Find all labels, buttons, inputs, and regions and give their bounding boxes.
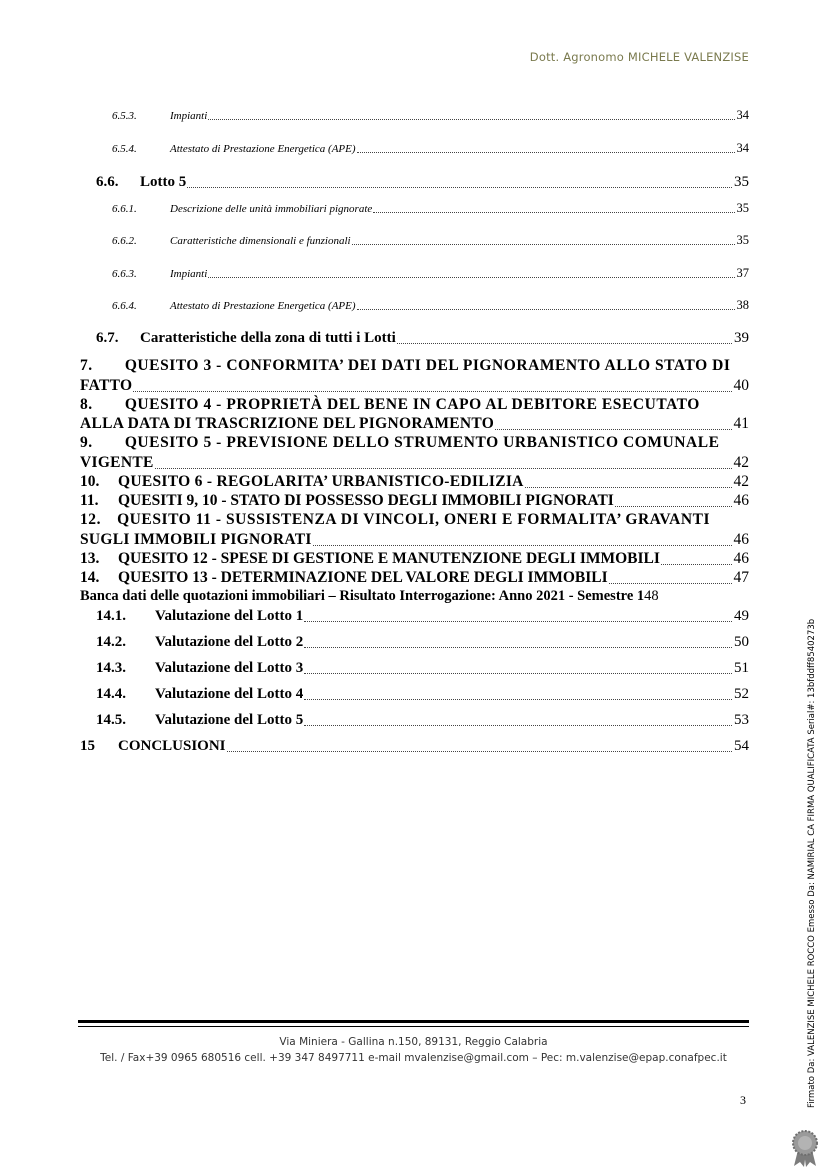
toc-title: Valutazione del Lotto 1 xyxy=(155,608,304,624)
dot-leader xyxy=(304,673,732,674)
toc-entry-9-line2 xyxy=(80,454,749,472)
toc-entry-banca-dati[interactable] xyxy=(80,588,749,605)
toc-number: 14.5. xyxy=(96,712,126,728)
toc-entry-6-7[interactable] xyxy=(96,330,749,347)
toc-title-line2: SUGLI IMMOBILI PIGNORATI xyxy=(80,531,312,548)
dot-leader xyxy=(187,187,732,188)
toc-title-line2: FATTO xyxy=(80,377,133,394)
toc-number: 6.6.4. xyxy=(112,300,137,312)
footer-address: Via Miniera - Gallina n.150, 89131, Reggio Calabria xyxy=(279,1036,548,1048)
toc-number: 6.6. xyxy=(96,174,119,190)
dot-leader xyxy=(155,468,732,469)
dot-leader xyxy=(357,309,735,310)
toc-entry-14[interactable] xyxy=(80,569,749,587)
toc-entry-14-2[interactable] xyxy=(96,634,749,651)
toc-page: 34 xyxy=(736,141,749,155)
toc-entry-12-line2 xyxy=(80,531,749,549)
toc-title: Valutazione del Lotto 2 xyxy=(155,634,304,650)
toc-page: 46 xyxy=(733,492,749,509)
seal-icon xyxy=(788,1128,822,1168)
dot-leader xyxy=(304,699,732,700)
dot-leader xyxy=(208,119,734,120)
toc-title: CONCLUSIONI xyxy=(118,738,226,754)
toc-entry-6-5-4[interactable] xyxy=(112,141,749,156)
toc-title: Attestato di Prestazione Energetica (APE) xyxy=(170,300,356,312)
toc-number: 14.2. xyxy=(96,634,126,650)
footer-divider-thin xyxy=(78,1026,749,1027)
toc-page: 34 xyxy=(736,108,749,122)
toc-number: 11. xyxy=(80,492,99,509)
toc-number: 6.5.3. xyxy=(112,110,137,122)
page-header: Dott. Agronomo MICHELE VALENZISE xyxy=(529,50,749,64)
dot-leader xyxy=(304,621,732,622)
toc-entry-6-6[interactable] xyxy=(96,174,749,191)
toc-title: Caratteristiche della zona di tutti i Lotti xyxy=(140,330,396,346)
dot-leader xyxy=(525,487,732,488)
toc-title-line1: 7. QUESITO 3 - CONFORMITA’ DEI DATI DEL PIGNORAMENTO ALLO STATO DI xyxy=(80,357,731,374)
footer-contacts: Tel. / Fax+39 0965 680516 cell. +39 347 8497711 e-mail mvalenzise@gmail.com – Pec: m.valenzise@epap.conafpec.it xyxy=(100,1052,727,1064)
toc-number: 10. xyxy=(80,473,100,490)
footer-divider-thick xyxy=(78,1020,749,1023)
toc-title: Caratteristiche dimensionali e funzionali xyxy=(170,235,351,247)
toc-number: 15 xyxy=(80,738,95,754)
toc-page: 46 xyxy=(733,550,749,567)
toc-page: 52 xyxy=(734,686,749,702)
toc-entry-14-5[interactable] xyxy=(96,712,749,729)
toc-number: 6.5.4. xyxy=(112,143,137,155)
toc-page: 39 xyxy=(734,330,749,346)
toc-entry-7-line2 xyxy=(80,377,749,395)
toc-title: Valutazione del Lotto 4 xyxy=(155,686,304,702)
toc-title: Impianti xyxy=(170,110,208,122)
toc-title: QUESITI 9, 10 - STATO DI POSSESSO DEGLI IMMOBILI PIGNORATI xyxy=(118,492,614,509)
toc-entry-8-line2 xyxy=(80,415,749,433)
toc-title-line2: ALLA DATA DI TRASCRIZIONE DEL PIGNORAMENTO xyxy=(80,415,495,432)
toc-entry-15[interactable] xyxy=(80,738,749,755)
toc-number: 6.6.1. xyxy=(112,203,137,215)
page-number: 3 xyxy=(740,1093,746,1107)
dot-leader xyxy=(313,545,732,546)
toc-entry-6-6-4[interactable] xyxy=(112,298,749,313)
dot-leader xyxy=(208,277,734,278)
toc-page: 35 xyxy=(736,233,749,247)
toc-page: 41 xyxy=(733,415,749,432)
toc-title: Descrizione delle unità immobiliari pignorate xyxy=(170,203,373,215)
toc-page: 54 xyxy=(734,738,749,754)
dot-leader xyxy=(227,751,732,752)
toc-number: 14. xyxy=(80,569,100,586)
dot-leader xyxy=(397,343,732,344)
toc-page: 48 xyxy=(644,588,659,604)
toc-number: 6.6.3. xyxy=(112,268,137,280)
toc-title: QUESITO 12 - SPESE DI GESTIONE E MANUTENZIONE DEGLI IMMOBILI xyxy=(118,550,660,567)
dot-leader xyxy=(615,506,732,507)
toc-page: 49 xyxy=(734,608,749,624)
dot-leader xyxy=(609,583,732,584)
toc-number: 14.4. xyxy=(96,686,126,702)
toc-title: Valutazione del Lotto 3 xyxy=(155,660,304,676)
toc-entry-14-3[interactable] xyxy=(96,660,749,677)
toc-title: Attestato di Prestazione Energetica (APE) xyxy=(170,143,356,155)
toc-title: QUESITO 13 - DETERMINAZIONE DEL VALORE DEGLI IMMOBILI xyxy=(118,569,608,586)
dot-leader xyxy=(133,391,731,392)
toc-entry-6-6-3[interactable] xyxy=(112,266,749,281)
dot-leader xyxy=(357,152,735,153)
toc-number: 14.3. xyxy=(96,660,126,676)
toc-entry-13[interactable] xyxy=(80,550,749,568)
toc-title: QUESITO 6 - REGOLARITA’ URBANISTICO-EDILIZIA xyxy=(118,473,524,490)
toc-title: Banca dati delle quotazioni immobiliari – Risultato Interrogazione: Anno 2021 - Semestre 1 xyxy=(80,588,645,604)
toc-page: 51 xyxy=(734,660,749,676)
toc-page: 42 xyxy=(733,454,749,471)
toc-title: Lotto 5 xyxy=(140,174,187,190)
toc-entry-6-6-2[interactable] xyxy=(112,233,749,248)
digital-signature-note: Firmato Da: VALENZISE MICHELE ROCCO Emesso Da: NAMIRIAL CA FIRMA QUALIFICATA Serial#: 13bfddff8540273b xyxy=(807,618,817,1108)
toc-title-line1: 9. QUESITO 5 - PREVISIONE DELLO STRUMENTO URBANISTICO COMUNALE xyxy=(80,434,720,451)
toc-number: 13. xyxy=(80,550,100,567)
dot-leader xyxy=(304,647,732,648)
toc-title-line2: VIGENTE xyxy=(80,454,154,471)
toc-page: 35 xyxy=(736,201,749,215)
toc-entry-10[interactable] xyxy=(80,473,749,491)
toc-entry-6-6-1[interactable] xyxy=(112,201,749,216)
toc-title: Impianti xyxy=(170,268,208,280)
toc-number: 14.1. xyxy=(96,608,126,624)
toc-title-line1: 8. QUESITO 4 - PROPRIETÀ DEL BENE IN CAPO AL DEBITORE ESECUTATO xyxy=(80,396,700,413)
toc-page: 37 xyxy=(736,266,749,280)
toc-title: Valutazione del Lotto 5 xyxy=(155,712,304,728)
toc-entry-6-5-3[interactable] xyxy=(112,108,749,123)
toc-page: 38 xyxy=(736,298,749,312)
toc-number: 6.6.2. xyxy=(112,235,137,247)
toc-page: 46 xyxy=(733,531,749,548)
toc-page: 40 xyxy=(733,377,749,394)
dot-leader xyxy=(495,429,731,430)
toc-title-line1: 12. QUESITO 11 - SUSSISTENZA DI VINCOLI, ONERI E FORMALITA’ GRAVANTI xyxy=(80,511,711,528)
dot-leader xyxy=(304,725,732,726)
toc-entry-14-1[interactable] xyxy=(96,608,749,625)
toc-page: 47 xyxy=(733,569,749,586)
dot-leader xyxy=(352,244,735,245)
toc-page: 53 xyxy=(734,712,749,728)
dot-leader xyxy=(661,564,732,565)
toc-page: 35 xyxy=(734,174,749,190)
toc-entry-14-4[interactable] xyxy=(96,686,749,703)
toc-page: 42 xyxy=(733,473,749,490)
toc-page: 50 xyxy=(734,634,749,650)
toc-number: 6.7. xyxy=(96,330,119,346)
dot-leader xyxy=(373,212,734,213)
toc-entry-11[interactable] xyxy=(80,492,749,510)
